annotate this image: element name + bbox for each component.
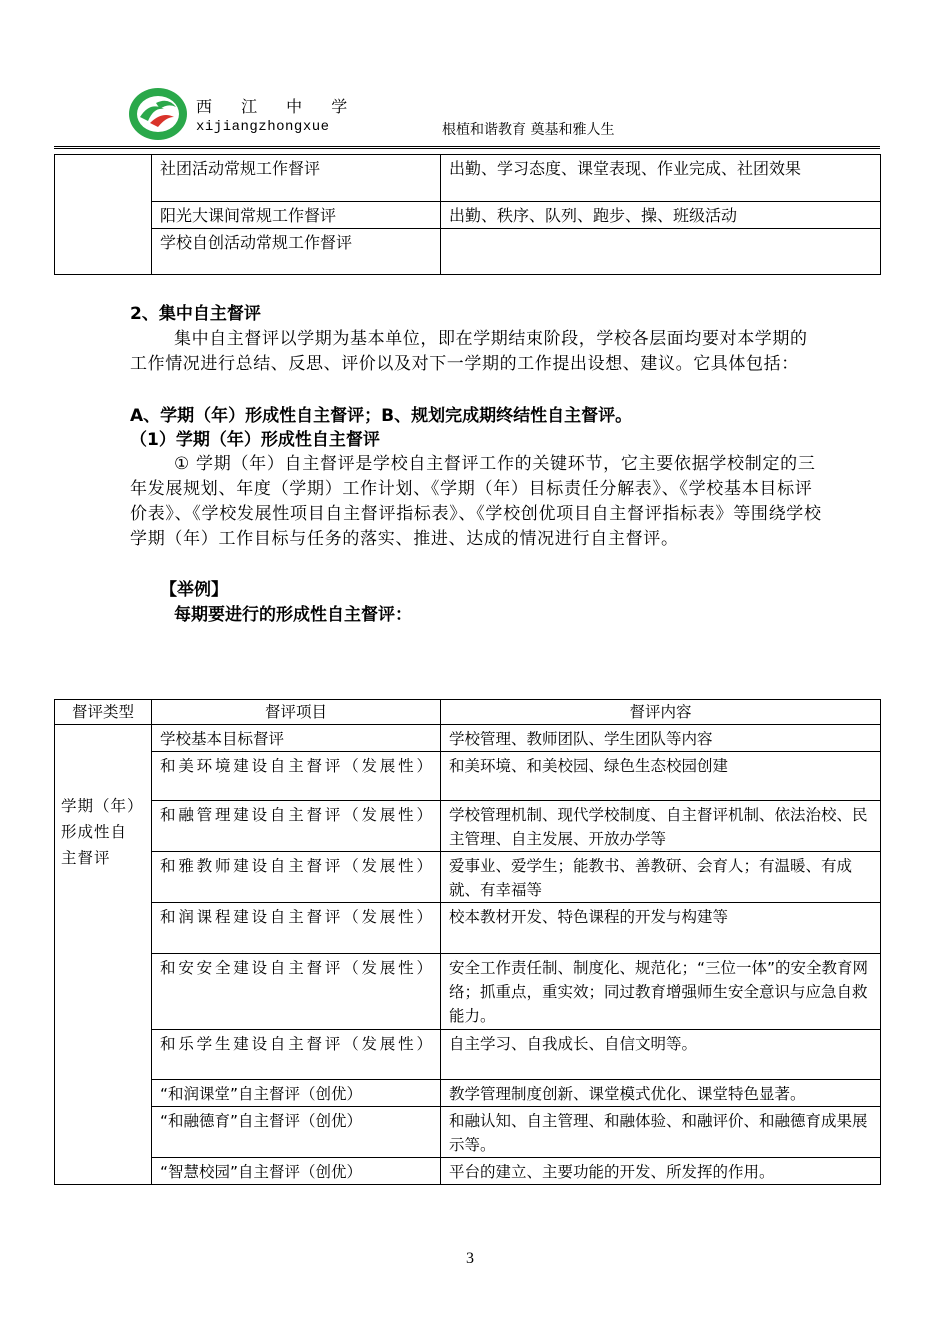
item-cell: 和乐学生建设自主督评（发展性） — [152, 1030, 441, 1080]
table-row — [55, 725, 881, 752]
school-emblem-icon — [128, 87, 188, 141]
table-content-cell: 出勤、学习态度、课堂表现、作业完成、社团效果 — [441, 155, 881, 202]
category-cell — [55, 725, 152, 1185]
example-label: 【举例】 — [160, 580, 228, 600]
table-row — [55, 852, 881, 903]
item-cell: 和安安全建设自主督评（发展性） — [152, 954, 441, 1030]
table-content-cell — [441, 229, 881, 275]
table-header-row — [55, 700, 881, 725]
item-cell: 和雅教师建设自主督评（发展性） — [152, 852, 441, 903]
item-cell: “智慧校园”自主督评（创优） — [152, 1158, 441, 1185]
table-row — [55, 202, 881, 229]
school-motto: 根植和谐教育 奠基和雅人生 — [442, 122, 615, 138]
header-divider — [54, 146, 880, 149]
table-item-cell: 阳光大课间常规工作督评 — [152, 202, 441, 229]
table-row — [55, 752, 881, 801]
header-type: 督评类型 — [55, 700, 152, 725]
table-row — [55, 903, 881, 954]
content-cell: 和美环境、和美校园、绿色生态校园创建 — [441, 752, 881, 801]
content-cell: 自主学习、自我成长、自信文明等。 — [441, 1030, 881, 1080]
content-cell: 学校管理机制、现代学校制度、自主督评机制、依法治校、民主管理、自主发展、开放办学等 — [441, 801, 881, 852]
section-body: ① 学期（年）自主督评是学校自主督评工作的关键环节，它主要依据学校制定的三年发展规划、年度（学期）工作计划、《学期（年）目标责任分解表》、《学校基本目标评价表》、《学校发展性项目自主督评指标表》、《学校创优项目自主督评指标表》等围绕学校学期（年）工作目标与任务的落实、推进、达成的情况进行自主督评。 — [130, 454, 822, 549]
header-content: 督评内容 — [441, 700, 881, 725]
table-row — [55, 1080, 881, 1107]
item-cell: 和美环境建设自主督评（发展性） — [152, 752, 441, 801]
item-cell: 学校基本目标督评 — [152, 725, 441, 752]
school-name: 西 江 中 学 — [196, 97, 360, 116]
table-row — [55, 1107, 881, 1158]
table-row — [55, 1030, 881, 1080]
routine-evaluation-table — [54, 154, 881, 275]
item-cell: 和融管理建设自主督评（发展性） — [152, 801, 441, 852]
table-row — [55, 229, 881, 275]
content-cell: 平台的建立、主要功能的开发、所发挥的作用。 — [441, 1158, 881, 1185]
content-cell: 和融认知、自主管理、和融体验、和融评价、和融德育成果展示等。 — [441, 1107, 881, 1158]
table-item-cell: 社团活动常规工作督评 — [152, 155, 441, 202]
section-heading: 2、集中自主督评 — [130, 304, 261, 324]
table-item-cell: 学校自创活动常规工作督评 — [152, 229, 441, 275]
table-category-cell — [55, 155, 152, 275]
content-cell: 爱事业、爱学生；能教书、善教研、会育人；有温暖、有成就、有幸福等 — [441, 852, 881, 903]
table-row — [55, 1158, 881, 1185]
content-cell: 学校管理、教师团队、学生团队等内容 — [441, 725, 881, 752]
table-row — [55, 954, 881, 1030]
item-cell: “和融德育”自主督评（创优） — [152, 1107, 441, 1158]
header-item: 督评项目 — [152, 700, 441, 725]
table-row — [55, 155, 881, 202]
content-cell: 安全工作责任制、制度化、规范化；“三位一体”的安全教育网络；抓重点，重实效；同过教育增强师生安全意识与应急自救能力。 — [441, 954, 881, 1030]
example-intro: 每期要进行的形成性自主督评： — [174, 605, 412, 625]
category-label: 学期（年）形成性自主督评 — [61, 797, 136, 867]
item-cell: “和润课堂”自主督评（创优） — [152, 1080, 441, 1107]
school-pinyin: xijiangzhongxue — [196, 119, 330, 135]
page-number: 3 — [466, 1250, 474, 1267]
ab-line: A、学期（年）形成性自主督评；B、规划完成期终结性自主督评。 — [130, 406, 633, 426]
content-cell: 教学管理制度创新、课堂模式优化、课堂特色显著。 — [441, 1080, 881, 1107]
section-intro: 集中自主督评以学期为基本单位，即在学期结束阶段，学校各层面均要对本学期的工作情况进行总结、反思、评价以及对下一学期的工作提出设想、建议。它具体包括： — [130, 329, 808, 374]
content-cell: 校本教材开发、特色课程的开发与构建等 — [441, 903, 881, 954]
table-content-cell: 出勤、秩序、队列、跑步、操、班级活动 — [441, 202, 881, 229]
sub-heading: （1）学期（年）形成性自主督评 — [130, 430, 380, 450]
table-row — [55, 801, 881, 852]
item-cell: 和润课程建设自主督评（发展性） — [152, 903, 441, 954]
formative-evaluation-table — [54, 699, 881, 1185]
